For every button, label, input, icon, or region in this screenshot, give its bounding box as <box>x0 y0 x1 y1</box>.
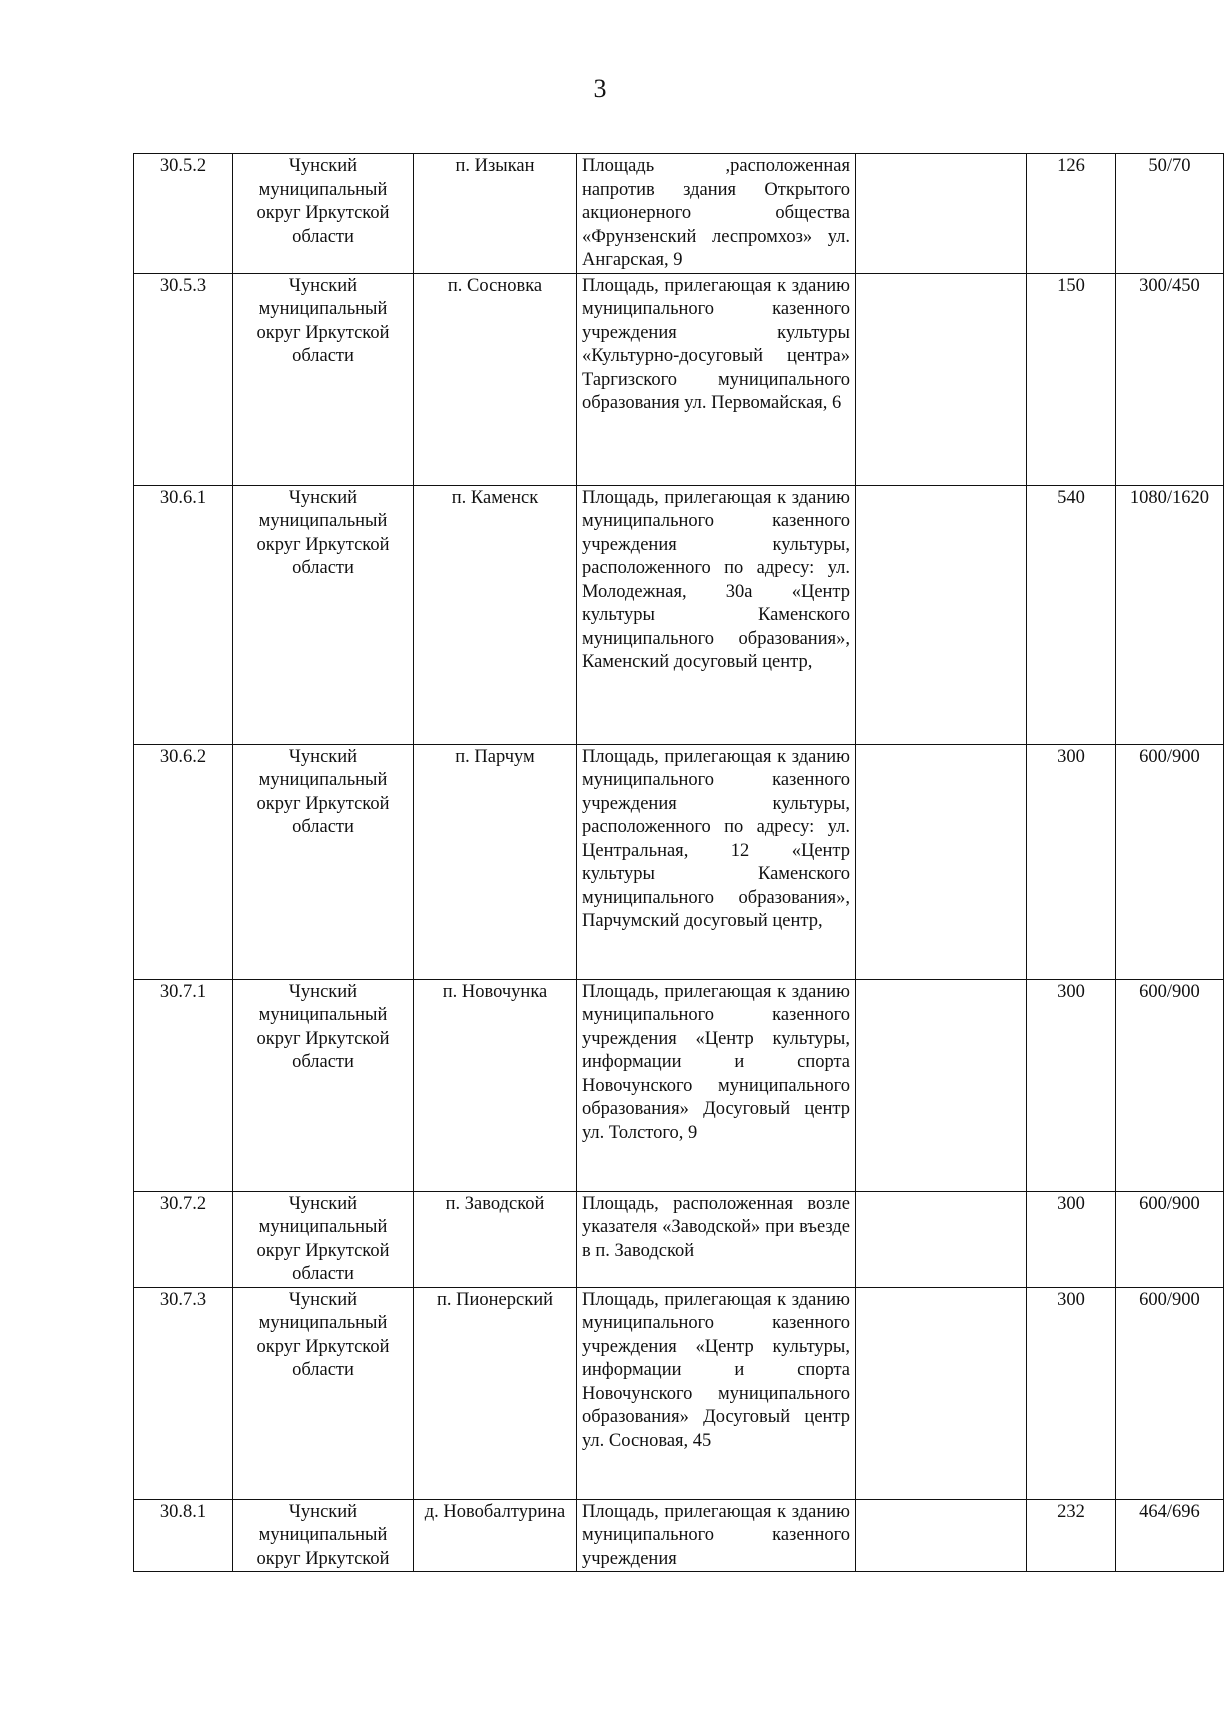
settlement-cell: п. Заводской <box>414 1191 577 1287</box>
settlement-cell: п. Пионерский <box>414 1287 577 1499</box>
district-cell: Чунский муниципальный округ Иркутской области <box>233 154 414 274</box>
settlement-cell: д. Новобалтурина <box>414 1499 577 1572</box>
table-row <box>134 1499 1224 1572</box>
empty-cell <box>856 1499 1027 1572</box>
row-number: 30.7.2 <box>134 1191 233 1287</box>
capacity-cell: 600/900 <box>1116 1191 1224 1287</box>
row-number: 30.6.1 <box>134 485 233 744</box>
description-cell: Площадь, прилегающая к зданию муниципального казенного учреждения культуры «Культурно-досуговый центра» Таргизского муниципального образования ул. Первомайская, 6 <box>577 273 856 485</box>
settlement-cell: п. Сосновка <box>414 273 577 485</box>
table-row <box>134 979 1224 1191</box>
district-cell: Чунский муниципальный округ Иркутской области <box>233 1191 414 1287</box>
district-cell: Чунский муниципальный округ Иркутской области <box>233 273 414 485</box>
row-number: 30.5.3 <box>134 273 233 485</box>
district-cell: Чунский муниципальный округ Иркутской области <box>233 1287 414 1499</box>
settlement-cell: п. Парчум <box>414 744 577 979</box>
description-cell: Площадь, прилегающая к зданию муниципального казенного учреждения <box>577 1499 856 1572</box>
description-cell: Площадь, прилегающая к зданию муниципального казенного учреждения культуры, расположенного по адресу: ул. Центральная, 12 «Центр культуры Каменского муниципального образования», Парчумский досуговый центр, <box>577 744 856 979</box>
area-cell: 300 <box>1027 1287 1116 1499</box>
table-row <box>134 154 1224 274</box>
empty-cell <box>856 979 1027 1191</box>
description-cell: Площадь, прилегающая к зданию муниципального казенного учреждения «Центр культуры, информации и спорта Новочунского муниципального образования» Досуговый центр ул. Толстого, 9 <box>577 979 856 1191</box>
page-number: 3 <box>593 74 607 103</box>
capacity-cell: 50/70 <box>1116 154 1224 274</box>
settlement-cell: п. Новочунка <box>414 979 577 1191</box>
table-row <box>134 1191 1224 1287</box>
table-row <box>134 485 1224 744</box>
district-cell: Чунский муниципальный округ Иркутской <box>233 1499 414 1572</box>
capacity-cell: 600/900 <box>1116 979 1224 1191</box>
capacity-cell: 464/696 <box>1116 1499 1224 1572</box>
district-cell: Чунский муниципальный округ Иркутской области <box>233 744 414 979</box>
table-row <box>134 1287 1224 1499</box>
row-number: 30.5.2 <box>134 154 233 274</box>
area-cell: 300 <box>1027 744 1116 979</box>
district-cell: Чунский муниципальный округ Иркутской области <box>233 485 414 744</box>
description-cell: Площадь, прилегающая к зданию муниципального казенного учреждения культуры, расположенного по адресу: ул. Молодежная, 30а «Центр культуры Каменского муниципального образования», Каменский досуговый центр, <box>577 485 856 744</box>
capacity-cell: 600/900 <box>1116 1287 1224 1499</box>
empty-cell <box>856 154 1027 274</box>
registry-table <box>133 153 1224 1572</box>
empty-cell <box>856 485 1027 744</box>
table-row <box>134 744 1224 979</box>
area-cell: 300 <box>1027 979 1116 1191</box>
capacity-cell: 600/900 <box>1116 744 1224 979</box>
area-cell: 126 <box>1027 154 1116 274</box>
empty-cell <box>856 1287 1027 1499</box>
table-row <box>134 273 1224 485</box>
area-cell: 300 <box>1027 1191 1116 1287</box>
empty-cell <box>856 744 1027 979</box>
settlement-cell: п. Изыкан <box>414 154 577 274</box>
row-number: 30.7.3 <box>134 1287 233 1499</box>
settlement-cell: п. Каменск <box>414 485 577 744</box>
empty-cell <box>856 273 1027 485</box>
area-cell: 150 <box>1027 273 1116 485</box>
row-number: 30.7.1 <box>134 979 233 1191</box>
description-cell: Площадь, расположенная возле указателя «Заводской» при въезде в п. Заводской <box>577 1191 856 1287</box>
district-cell: Чунский муниципальный округ Иркутской области <box>233 979 414 1191</box>
capacity-cell: 300/450 <box>1116 273 1224 485</box>
empty-cell <box>856 1191 1027 1287</box>
row-number: 30.6.2 <box>134 744 233 979</box>
area-cell: 232 <box>1027 1499 1116 1572</box>
description-cell: Площадь ,расположенная напротив здания Открытого акционерного общества «Фрунзенский леспромхоз» ул. Ангарская, 9 <box>577 154 856 274</box>
area-cell: 540 <box>1027 485 1116 744</box>
description-cell: Площадь, прилегающая к зданию муниципального казенного учреждения «Центр культуры, информации и спорта Новочунского муниципального образования» Досуговый центр ул. Сосновая, 45 <box>577 1287 856 1499</box>
row-number: 30.8.1 <box>134 1499 233 1572</box>
capacity-cell: 1080/1620 <box>1116 485 1224 744</box>
